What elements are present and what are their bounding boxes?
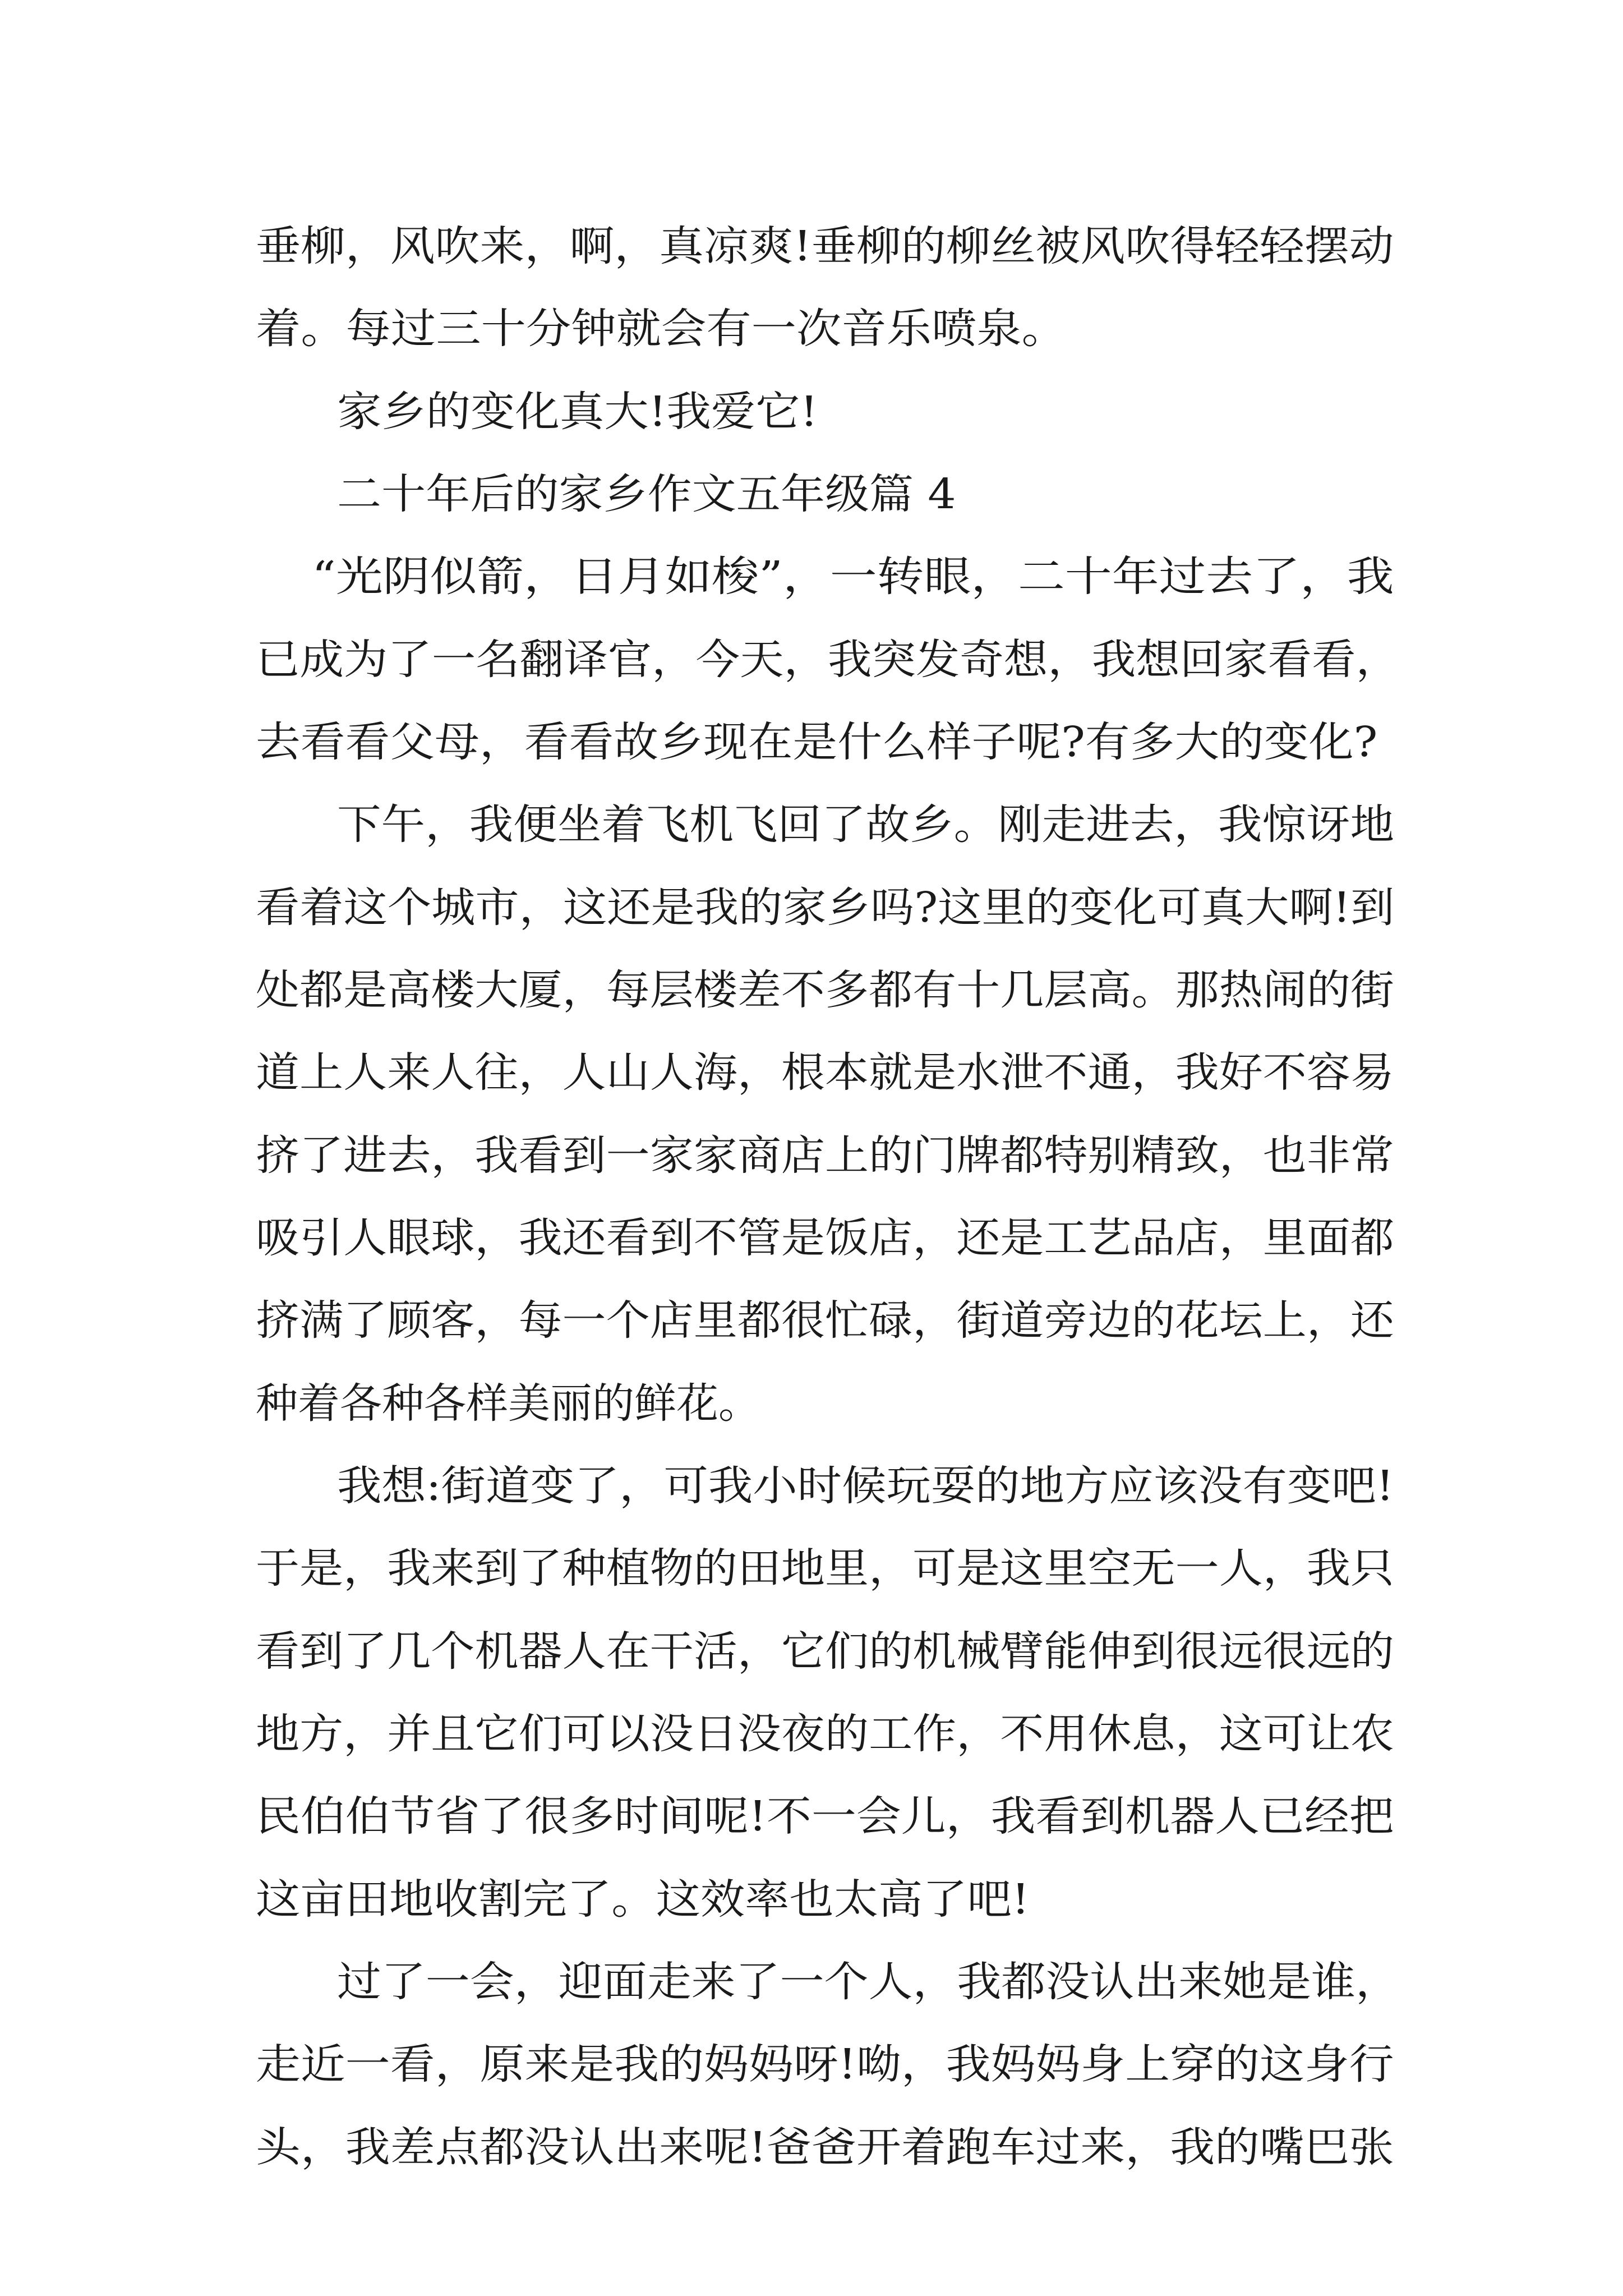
text-line: 这亩田地收割完了。这效率也太高了吧! (256, 1875, 1030, 1924)
text-line: 着。每过三十分钟就会有一次音乐喷泉。 (256, 305, 1067, 353)
text-line: 挤满了顾客，每一个店里都很忙碌，街道旁边的花坛上，还 (256, 1296, 1394, 1345)
text-line: 看着这个城市，这还是我的家乡吗?这里的变化可真大啊!到 (256, 884, 1395, 932)
text-line: 看到了几个机器人在干活，它们的机械臂能伸到很远很远的 (256, 1627, 1394, 1676)
text-line: 下午，我便坐着飞机飞回了故乡。刚走进去，我惊讶地 (337, 800, 1394, 849)
text-line: 我想:街道变了，可我小时候玩耍的地方应该没有变吧! (337, 1462, 1394, 1510)
text-line: 民伯伯节省了很多时间呢!不一会儿，我看到机器人已经把 (256, 1792, 1394, 1841)
text-line: 垂柳，风吹来，啊，真凉爽!垂柳的柳丝被风吹得轻轻摆动 (256, 222, 1394, 270)
text-line: 去看看父母，看看故乡现在是什么样子呢?有多大的变化? (256, 718, 1378, 766)
text-line: 头，我差点都没认出来呢!爸爸开着跑车过来，我的嘴巴张 (256, 2123, 1394, 2171)
text-line: 走近一看，原来是我的妈妈呀!呦，我妈妈身上穿的这身行 (256, 2040, 1394, 2088)
text-line: 道上人来人往，人山人海，根本就是水泄不通，我好不容易 (256, 1048, 1394, 1097)
text-line: 过了一会，迎面走来了一个人，我都没认出来她是谁， (337, 1958, 1400, 2006)
text-line: 家乡的变化真大!我爱它! (337, 388, 818, 436)
text-line: 处都是高楼大厦，每层楼差不多都有十几层高。那热闹的街 (256, 966, 1394, 1014)
text-line: “光阴似箭，日月如梭”，一转眼，二十年过去了，我 (312, 553, 1394, 601)
text-line: 挤了进去，我看到一家家商店上的门牌都特别精致，也非常 (256, 1131, 1394, 1180)
text-line: 种着各种各样美丽的鲜花。 (256, 1379, 760, 1428)
text-line: 地方，并且它们可以没日没夜的工作，不用休息，这可让农 (256, 1710, 1394, 1758)
text-line: 于是，我来到了种植物的田地里，可是这里空无一人，我只 (256, 1544, 1394, 1593)
text-line: 已成为了一名翻译官，今天，我突发奇想，我想回家看看， (256, 636, 1400, 684)
section-heading: 二十年后的家乡作文五年级篇 4 (337, 470, 956, 518)
text-line: 吸引人眼球，我还看到不管是饭店，还是工艺品店，里面都 (256, 1214, 1394, 1262)
